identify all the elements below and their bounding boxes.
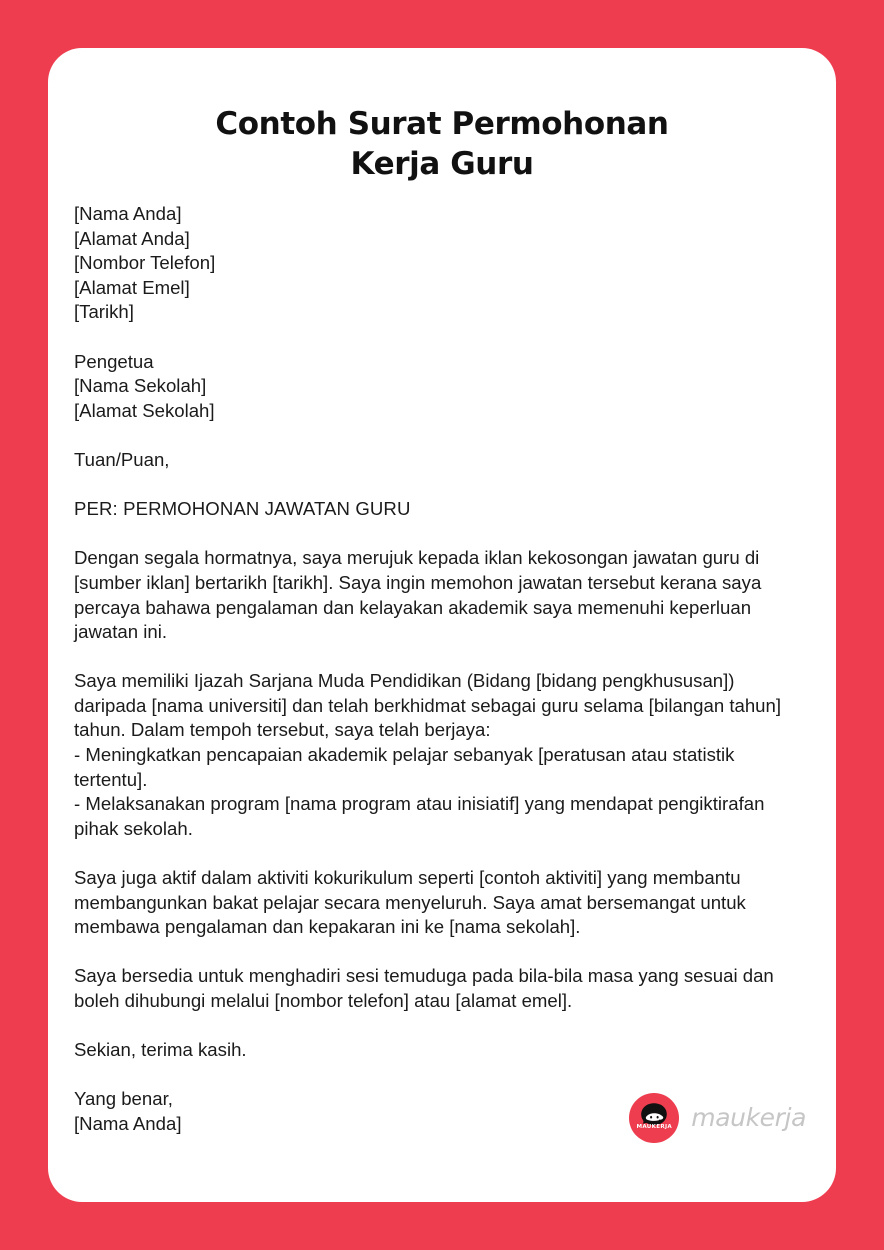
achievement-item-2: - Melaksanakan program [nama program atau inisiatif] yang mendapat pengiktirafan pihak sekolah. (74, 793, 765, 839)
letter-card (48, 48, 836, 1202)
letter-body (74, 202, 810, 1137)
sender-block (74, 202, 810, 325)
brand-wordmark: maukerja (691, 1103, 806, 1133)
subject-block (74, 497, 810, 522)
recipient-school-name: [Nama Sekolah] (74, 375, 207, 397)
salutation-block (74, 448, 810, 473)
paragraph-4-block (74, 964, 810, 1013)
subject-line: PER: PERMOHONAN JAWATAN GURU (74, 498, 411, 520)
sender-address: [Alamat Anda] (74, 227, 190, 249)
recipient-school-address: [Alamat Sekolah] (74, 399, 215, 421)
closing-thanks: Sekian, terima kasih. (74, 1039, 247, 1061)
paragraph-2: Saya memiliki Ijazah Sarjana Muda Pendidikan (Bidang [bidang pengkhususan]) daripada [nama universiti] dan telah berkhidmat sebagai guru selama [bilangan tahun] tahun. Dalam tempoh tersebut, saya telah berjaya: (74, 670, 782, 741)
paragraph-1: Dengan segala hormatnya, saya merujuk kepada iklan kekosongan jawatan guru di [sumber iklan] bertarikh [tarikh]. Saya ingin memohon jawatan tersebut kerana saya percaya bahawa pengalaman dan kelayakan akademik saya memenuhi keperluan jawatan ini. (74, 547, 762, 643)
signature-group (74, 1087, 182, 1136)
brand-logo (629, 1093, 806, 1143)
closing-thanks-block (74, 1038, 810, 1063)
paragraph-3-block (74, 866, 810, 940)
page-title-line-2: Kerja Guru (350, 146, 534, 182)
salutation: Tuan/Puan, (74, 448, 170, 470)
sender-date: [Tarikh] (74, 301, 134, 323)
paragraph-2-block (74, 669, 810, 841)
page-title (74, 104, 810, 184)
sender-name: [Nama Anda] (74, 203, 182, 224)
page-title-line-1: Contoh Surat Permohonan (215, 106, 669, 142)
sign-name: [Nama Anda] (74, 1112, 182, 1134)
paragraph-3: Saya juga aktif dalam aktiviti kokurikulum seperti [contoh aktiviti] yang membantu membangunkan bakat pelajar secara menyeluruh. Saya amat bersemangat untuk membawa pengalaman dan kepakaran ini ke [nama sekolah]. (74, 867, 746, 938)
signature-block (74, 1087, 810, 1136)
sender-phone: [Nombor Telefon] (74, 252, 216, 274)
recipient-block (74, 350, 810, 424)
recipient-role: Pengetua (74, 350, 154, 372)
sender-email: [Alamat Emel] (74, 276, 190, 298)
maukerja-mascot-icon (629, 1093, 679, 1143)
achievement-item-1: - Meningkatkan pencapaian akademik pelajar sebanyak [peratusan atau statistik tertentu]. (74, 744, 735, 790)
sign-off: Yang benar, (74, 1088, 173, 1110)
brand-mark-label: MAUKERJA (636, 1123, 673, 1130)
paragraph-4: Saya bersedia untuk menghadiri sesi temuduga pada bila-bila masa yang sesuai dan boleh dihubungi melalui [nombor telefon] atau [alamat emel]. (74, 965, 774, 1011)
paragraph-1-block (74, 546, 810, 644)
